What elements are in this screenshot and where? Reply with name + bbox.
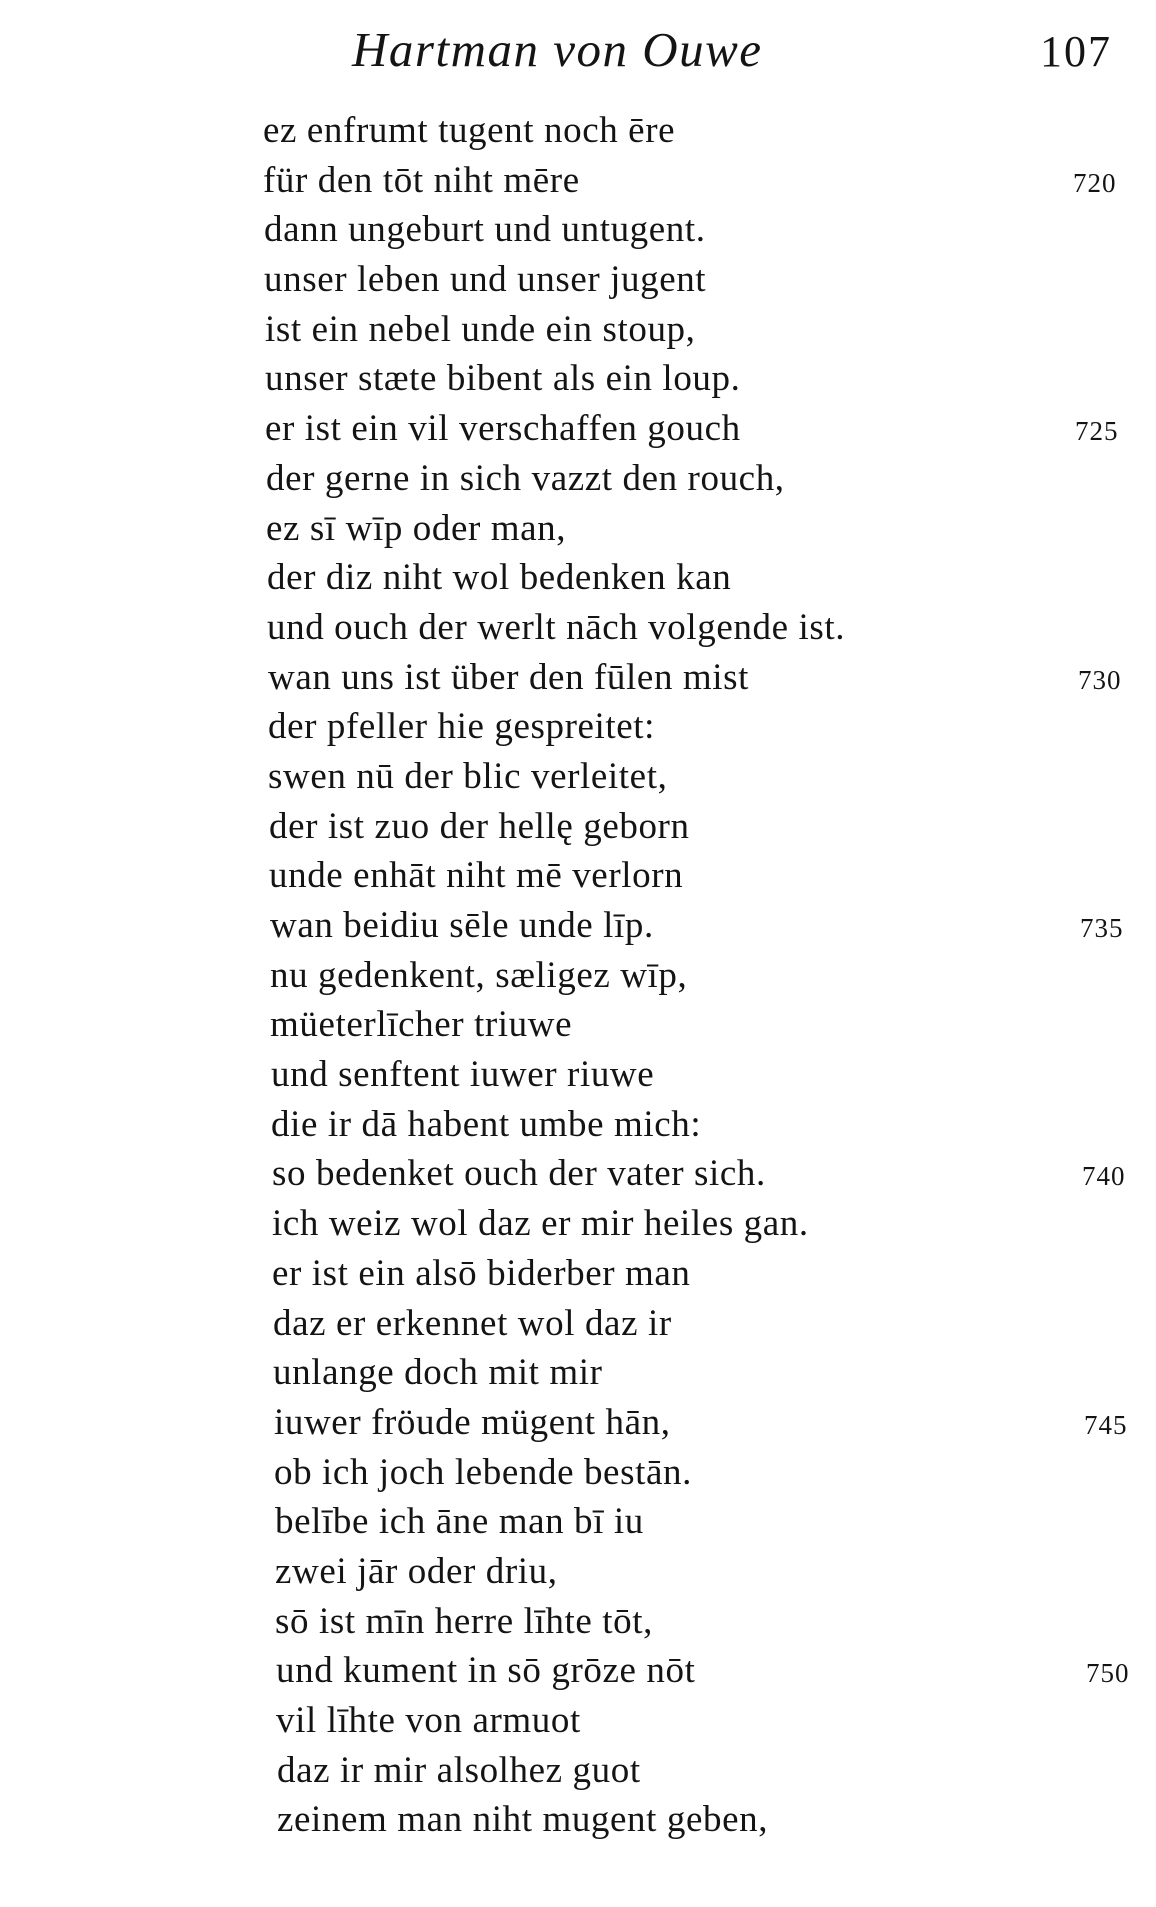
verse-text: der diz niht wol bedenken kan <box>267 557 732 599</box>
verse-text: so bedenket ouch der vater sich. <box>272 1153 766 1195</box>
verse-line <box>0 357 1156 407</box>
verse-text: unser leben und unser jugent <box>264 259 707 301</box>
verse-text: unser stæte bibent als ein loup. <box>265 358 741 400</box>
verse-text: daz er erkennet wol daz ir <box>273 1302 672 1344</box>
verse-line <box>0 1053 1156 1103</box>
verse-text: unlange doch mit mir <box>273 1352 603 1394</box>
verse-text: belībe ich āne man bī iu <box>275 1501 644 1543</box>
line-number: 720 <box>1073 167 1117 198</box>
verse-text: ez sī wīp oder man, <box>266 507 567 549</box>
verse-line <box>0 1451 1156 1501</box>
verse-text: dann ungeburt und untugent. <box>264 209 706 251</box>
verse-text: der gerne in sich vazzt den rouch, <box>266 457 785 499</box>
verse-text: ist ein nebel unde ein stoup, <box>265 308 696 350</box>
verse-line <box>0 1003 1156 1053</box>
verse-line <box>0 1699 1156 1749</box>
verse-text: wan beidiu sēle unde līp. <box>270 905 654 946</box>
verse-line <box>0 1550 1156 1600</box>
verse-text: ez enfrumt tugent noch ēre <box>263 110 676 151</box>
verse-line <box>0 308 1156 358</box>
verse-text: der pfeller hie gespreitet: <box>268 706 656 748</box>
verse-text: daz ir mir alsolhez guot <box>277 1749 641 1791</box>
verse-text: und ouch der werlt nāch volgende ist. <box>267 606 846 648</box>
verse-text: für den tōt niht mēre <box>263 159 580 201</box>
verse-line <box>0 1600 1156 1650</box>
verse-text: müeterlīcher triuwe <box>270 1004 573 1046</box>
verse-text: vil līhte von armuot <box>276 1700 581 1741</box>
line-number: 730 <box>1078 664 1122 695</box>
line-number: 740 <box>1082 1161 1126 1192</box>
line-number: 745 <box>1084 1409 1128 1440</box>
running-head <box>0 20 1156 80</box>
verse-line <box>0 407 1156 457</box>
verse-text: iuwer fröude mügent hān, <box>274 1401 671 1443</box>
verse-line <box>0 1103 1156 1153</box>
verse-text: und senftent iuwer riuwe <box>271 1054 655 1096</box>
verse-line <box>0 1302 1156 1352</box>
verse-text: ob ich joch lebende bestān. <box>274 1451 692 1493</box>
verse-text: er ist ein vil verschaffen gouch <box>265 408 741 450</box>
verse-line <box>0 1649 1156 1699</box>
verse-text: zeinem man niht mugent geben, <box>277 1799 769 1841</box>
verse-line <box>0 1252 1156 1302</box>
verse-line <box>0 606 1156 656</box>
page-number: 107 <box>1040 27 1112 76</box>
verse-line <box>0 457 1156 507</box>
verse-line <box>0 258 1156 308</box>
verse-list <box>0 109 1156 1848</box>
verse-line <box>0 1401 1156 1451</box>
verse-line <box>0 1798 1156 1848</box>
verse-text: der ist zuo der hellę geborn <box>269 805 690 847</box>
verse-text: ich weiz wol daz er mir heiles gan. <box>272 1203 809 1245</box>
verse-line <box>0 1351 1156 1401</box>
verse-line <box>0 507 1156 557</box>
verse-line <box>0 805 1156 855</box>
verse-line <box>0 755 1156 805</box>
verse-text: unde enhāt niht mē verlorn <box>269 855 684 897</box>
verse-text: swen nū der blic verleitet, <box>268 755 668 797</box>
verse-text: und kument in sō grōze nōt <box>276 1650 696 1692</box>
running-title: Hartman von Ouwe <box>352 22 763 77</box>
verse-line <box>0 954 1156 1004</box>
verse-text: nu gedenkent, sæligez wīp, <box>270 954 688 996</box>
verse-line <box>0 854 1156 904</box>
verse-line <box>0 556 1156 606</box>
verse-line <box>0 656 1156 706</box>
line-number: 735 <box>1080 913 1124 943</box>
verse-line <box>0 1500 1156 1550</box>
verse-text: wan uns ist über den fūlen mist <box>268 656 750 698</box>
verse-line <box>0 159 1156 209</box>
verse-line <box>0 1749 1156 1799</box>
verse-text: sō ist mīn herre līhte tōt, <box>275 1600 653 1642</box>
verse-text: die ir dā habent umbe mich: <box>271 1103 702 1145</box>
verse-line <box>0 705 1156 755</box>
verse-line <box>0 109 1156 159</box>
verse-text: zwei jār oder driu, <box>275 1550 558 1592</box>
verse-line <box>0 1202 1156 1252</box>
verse-line <box>0 1152 1156 1202</box>
verse-line <box>0 904 1156 954</box>
verse-text: er ist ein alsō biderber man <box>272 1252 691 1294</box>
verse-line <box>0 208 1156 258</box>
line-number: 725 <box>1075 416 1119 447</box>
line-number: 750 <box>1086 1658 1130 1689</box>
